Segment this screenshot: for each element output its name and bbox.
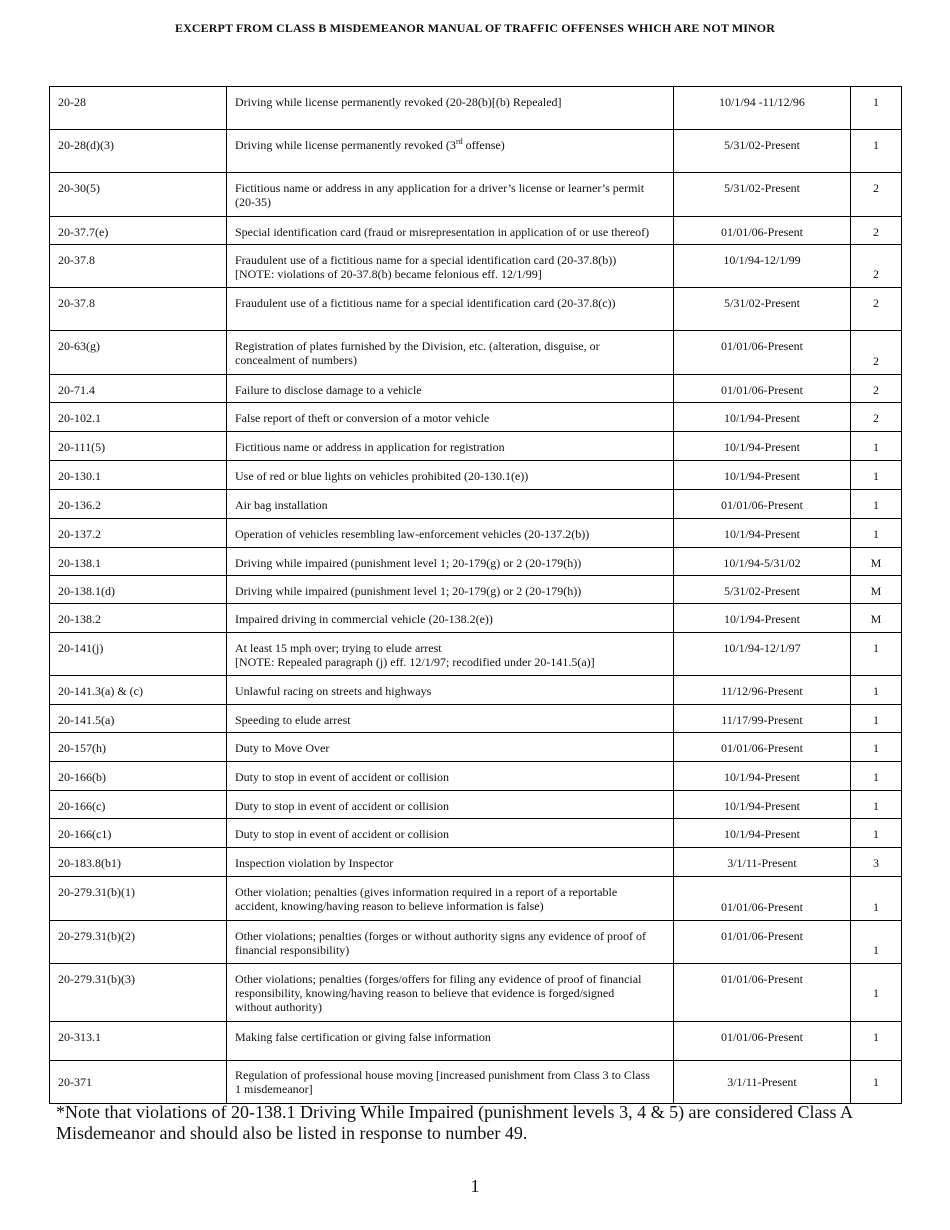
offense-class: 2 bbox=[851, 173, 902, 217]
statute-code: 20-138.1(d) bbox=[50, 576, 227, 604]
effective-dates: 01/01/06-Present bbox=[674, 490, 851, 519]
effective-dates: 01/01/06-Present bbox=[674, 921, 851, 964]
offense-description bbox=[227, 331, 674, 375]
table-row bbox=[50, 633, 902, 676]
description-line: Fraudulent use of a fictitious name for a special identification card (20-37.8(b)) bbox=[235, 253, 617, 267]
description-line: Regulation of professional house moving [increased punishment from Class 3 to Class bbox=[235, 1068, 650, 1082]
offense-class: 1 bbox=[851, 733, 902, 762]
statute-code: 20-102.1 bbox=[50, 403, 227, 432]
effective-dates: 01/01/06-Present bbox=[674, 1022, 851, 1061]
statute-code: 20-138.1 bbox=[50, 548, 227, 576]
statute-code: 20-279.31(b)(2) bbox=[50, 921, 227, 964]
table-row bbox=[50, 964, 902, 1022]
statute-code: 20-141.5(a) bbox=[50, 705, 227, 733]
statute-code: 20-71.4 bbox=[50, 375, 227, 403]
table-row bbox=[50, 877, 902, 921]
table-row bbox=[50, 87, 902, 130]
offense-description bbox=[227, 921, 674, 964]
table-row bbox=[50, 604, 902, 633]
offense-description bbox=[227, 403, 674, 432]
offense-description bbox=[227, 733, 674, 762]
statute-code: 20-111(5) bbox=[50, 432, 227, 461]
description-line: Fictitious name or address in application for registration bbox=[235, 440, 505, 454]
offense-description bbox=[227, 375, 674, 403]
effective-dates: 11/17/99-Present bbox=[674, 705, 851, 733]
offense-class: M bbox=[851, 576, 902, 604]
effective-dates: 01/01/06-Present bbox=[674, 331, 851, 375]
offense-class: 1 bbox=[851, 130, 902, 173]
description-line: Inspection violation by Inspector bbox=[235, 856, 394, 870]
description-line: Unlawful racing on streets and highways bbox=[235, 684, 432, 698]
description-line: Duty to stop in event of accident or collision bbox=[235, 799, 449, 813]
table-row bbox=[50, 676, 902, 705]
effective-dates: 10/1/94-12/1/97 bbox=[674, 633, 851, 676]
effective-dates: 01/01/06-Present bbox=[674, 375, 851, 403]
statute-code: 20-136.2 bbox=[50, 490, 227, 519]
description-line: Other violation; penalties (gives information required in a report of a reportable bbox=[235, 885, 618, 899]
table-row bbox=[50, 461, 902, 490]
offense-description bbox=[227, 87, 674, 130]
offense-description bbox=[227, 676, 674, 705]
offense-description bbox=[227, 576, 674, 604]
offense-class: 1 bbox=[851, 633, 902, 676]
offense-class: 2 bbox=[851, 245, 902, 288]
offense-description bbox=[227, 762, 674, 791]
description-line: Fictitious name or address in any application for a driver’s license or learner’s permit bbox=[235, 181, 645, 195]
offense-description bbox=[227, 490, 674, 519]
table-row bbox=[50, 819, 902, 848]
offense-description bbox=[227, 877, 674, 921]
description-line: accident, knowing/having reason to believe information is false) bbox=[235, 899, 544, 913]
statute-code: 20-166(c) bbox=[50, 791, 227, 819]
table-row bbox=[50, 519, 902, 548]
effective-dates: 01/01/06-Present bbox=[674, 964, 851, 1022]
statute-code: 20-166(c1) bbox=[50, 819, 227, 848]
offenses-table bbox=[49, 86, 902, 1104]
description-line: Other violations; penalties (forges or without authority signs any evidence of proof of bbox=[235, 929, 647, 943]
table-row bbox=[50, 217, 902, 245]
offense-description bbox=[227, 432, 674, 461]
effective-dates: 10/1/94-Present bbox=[674, 461, 851, 490]
offense-description bbox=[227, 1022, 674, 1061]
offense-description bbox=[227, 288, 674, 331]
description-line: Fraudulent use of a fictitious name for a special identification card (20-37.8(c)) bbox=[235, 296, 616, 310]
effective-dates: 11/12/96-Present bbox=[674, 676, 851, 705]
table-row bbox=[50, 921, 902, 964]
statute-code: 20-141(j) bbox=[50, 633, 227, 676]
table-row bbox=[50, 432, 902, 461]
table-row bbox=[50, 288, 902, 331]
description-line: Use of red or blue lights on vehicles prohibited (20-130.1(e)) bbox=[235, 469, 529, 483]
table-row bbox=[50, 490, 902, 519]
description-line: (20-35) bbox=[235, 195, 271, 209]
offense-description bbox=[227, 245, 674, 288]
page-number: 1 bbox=[470, 1176, 480, 1196]
effective-dates: 5/31/02-Present bbox=[674, 130, 851, 173]
table-row bbox=[50, 548, 902, 576]
effective-dates: 3/1/11-Present bbox=[674, 1061, 851, 1104]
offense-class: 1 bbox=[851, 1061, 902, 1104]
offense-class: 1 bbox=[851, 964, 902, 1022]
offense-description bbox=[227, 964, 674, 1022]
effective-dates: 3/1/11-Present bbox=[674, 848, 851, 877]
offense-description bbox=[227, 1061, 674, 1104]
effective-dates: 10/1/94 -11/12/96 bbox=[674, 87, 851, 130]
table-row bbox=[50, 762, 902, 791]
statute-code: 20-279.31(b)(3) bbox=[50, 964, 227, 1022]
offense-class: M bbox=[851, 548, 902, 576]
description-line: Driving while impaired (punishment level 1; 20-179(g) or 2 (20-179(h)) bbox=[235, 556, 582, 570]
offense-class: 2 bbox=[851, 375, 902, 403]
table-row bbox=[50, 245, 902, 288]
table-row bbox=[50, 848, 902, 877]
description-line: [NOTE: Repealed paragraph (j) eff. 12/1/97; recodified under 20-141.5(a)] bbox=[235, 655, 595, 669]
statute-code: 20-157(h) bbox=[50, 733, 227, 762]
description-line: Air bag installation bbox=[235, 498, 328, 512]
page-title: EXCERPT FROM CLASS B MISDEMEANOR MANUAL OF TRAFFIC OFFENSES WHICH ARE NOT MINOR bbox=[175, 21, 775, 35]
effective-dates: 10/1/94-Present bbox=[674, 791, 851, 819]
description-line: Duty to stop in event of accident or collision bbox=[235, 770, 449, 784]
description-line: Other violations; penalties (forges/offers for filing any evidence of proof of financial bbox=[235, 972, 642, 986]
offense-description bbox=[227, 548, 674, 576]
table-row bbox=[50, 403, 902, 432]
statute-code: 20-37.7(e) bbox=[50, 217, 227, 245]
description-line: Driving while impaired (punishment level 1; 20-179(g) or 2 (20-179(h)) bbox=[235, 584, 582, 598]
description-line: Impaired driving in commercial vehicle (20-138.2(e)) bbox=[235, 612, 493, 626]
description-line: without authority) bbox=[235, 1000, 322, 1014]
offense-class: 1 bbox=[851, 1022, 902, 1061]
offense-description bbox=[227, 848, 674, 877]
description-line: [NOTE: violations of 20-37.8(b) became felonious eff. 12/1/99] bbox=[235, 267, 542, 281]
statute-code: 20-371 bbox=[50, 1061, 227, 1104]
offense-class: 2 bbox=[851, 217, 902, 245]
description-line: Making false certification or giving false information bbox=[235, 1030, 491, 1044]
offense-class: 2 bbox=[851, 403, 902, 432]
offense-class: 1 bbox=[851, 705, 902, 733]
effective-dates: 5/31/02-Present bbox=[674, 576, 851, 604]
table-row bbox=[50, 375, 902, 403]
offense-class: 1 bbox=[851, 519, 902, 548]
description-line: Failure to disclose damage to a vehicle bbox=[235, 383, 422, 397]
description-line: False report of theft or conversion of a motor vehicle bbox=[235, 411, 490, 425]
offense-class: 1 bbox=[851, 819, 902, 848]
statute-code: 20-30(5) bbox=[50, 173, 227, 217]
table-row bbox=[50, 705, 902, 733]
offense-description: Driving while license permanently revoked (3rd offense) bbox=[227, 130, 674, 173]
effective-dates: 10/1/94-Present bbox=[674, 604, 851, 633]
offense-class: 1 bbox=[851, 921, 902, 964]
statute-code: 20-137.2 bbox=[50, 519, 227, 548]
offense-class: M bbox=[851, 604, 902, 633]
offense-description bbox=[227, 633, 674, 676]
table-row bbox=[50, 173, 902, 217]
effective-dates: 10/1/94-Present bbox=[674, 819, 851, 848]
offense-class: 1 bbox=[851, 461, 902, 490]
description-line: At least 15 mph over; trying to elude arrest bbox=[235, 641, 442, 655]
statute-code: 20-279.31(b)(1) bbox=[50, 877, 227, 921]
effective-dates: 5/31/02-Present bbox=[674, 288, 851, 331]
offense-description bbox=[227, 705, 674, 733]
effective-dates: 10/1/94-Present bbox=[674, 519, 851, 548]
offense-class: 1 bbox=[851, 87, 902, 130]
table-row bbox=[50, 791, 902, 819]
effective-dates: 10/1/94-Present bbox=[674, 762, 851, 791]
effective-dates: 10/1/94-Present bbox=[674, 432, 851, 461]
description-line: Duty to stop in event of accident or collision bbox=[235, 827, 449, 841]
statute-code: 20-37.8 bbox=[50, 288, 227, 331]
statute-code: 20-130.1 bbox=[50, 461, 227, 490]
offense-description bbox=[227, 604, 674, 633]
offense-class: 1 bbox=[851, 676, 902, 705]
description-line: Registration of plates furnished by the Division, etc. (alteration, disguise, or bbox=[235, 339, 600, 353]
table-row bbox=[50, 1022, 902, 1061]
description-line: Speeding to elude arrest bbox=[235, 713, 351, 727]
effective-dates: 10/1/94-5/31/02 bbox=[674, 548, 851, 576]
effective-dates: 10/1/94-Present bbox=[674, 403, 851, 432]
description-line: Special identification card (fraud or misrepresentation in application of or use thereof) bbox=[235, 225, 650, 239]
statute-code: 20-138.2 bbox=[50, 604, 227, 633]
effective-dates: 5/31/02-Present bbox=[674, 173, 851, 217]
offense-class: 1 bbox=[851, 791, 902, 819]
statute-code: 20-313.1 bbox=[50, 1022, 227, 1061]
statute-code: 20-166(b) bbox=[50, 762, 227, 791]
offense-description bbox=[227, 819, 674, 848]
offense-class: 1 bbox=[851, 432, 902, 461]
statute-code: 20-37.8 bbox=[50, 245, 227, 288]
offense-class: 2 bbox=[851, 288, 902, 331]
offense-class: 1 bbox=[851, 490, 902, 519]
description-line: Duty to Move Over bbox=[235, 741, 330, 755]
offense-class: 3 bbox=[851, 848, 902, 877]
description-line: financial responsibility) bbox=[235, 943, 350, 957]
description-line: 1 misdemeanor] bbox=[235, 1082, 313, 1096]
effective-dates: 01/01/06-Present bbox=[674, 217, 851, 245]
description-line: concealment of numbers) bbox=[235, 353, 357, 367]
offense-description bbox=[227, 217, 674, 245]
description-line: Driving while license permanently revoked (20-28(b)[(b) Repealed] bbox=[235, 95, 562, 109]
statute-code: 20-183.8(b1) bbox=[50, 848, 227, 877]
effective-dates: 10/1/94-12/1/99 bbox=[674, 245, 851, 288]
statute-code: 20-63(g) bbox=[50, 331, 227, 375]
description-line: responsibility, knowing/having reason to believe that evidence is forged/signed bbox=[235, 986, 615, 1000]
offense-description bbox=[227, 519, 674, 548]
description-line: Operation of vehicles resembling law-enforcement vehicles (20-137.2(b)) bbox=[235, 527, 590, 541]
statute-code: 20-28 bbox=[50, 87, 227, 130]
footnote: *Note that violations of 20-138.1 Driving While Impaired (punishment levels 3, 4 & 5) are considered Class A Misdemeanor and should also be listed in response to number 49. bbox=[56, 1102, 853, 1143]
offense-description bbox=[227, 461, 674, 490]
table-row bbox=[50, 130, 902, 173]
offense-description bbox=[227, 791, 674, 819]
table-row bbox=[50, 1061, 902, 1104]
table-row bbox=[50, 331, 902, 375]
statute-code: 20-141.3(a) & (c) bbox=[50, 676, 227, 705]
offense-class: 2 bbox=[851, 331, 902, 375]
table-row bbox=[50, 733, 902, 762]
effective-dates: 01/01/06-Present bbox=[674, 877, 851, 921]
effective-dates: 01/01/06-Present bbox=[674, 733, 851, 762]
table-row bbox=[50, 576, 902, 604]
statute-code: 20-28(d)(3) bbox=[50, 130, 227, 173]
offense-description bbox=[227, 173, 674, 217]
offense-class: 1 bbox=[851, 762, 902, 791]
offense-class: 1 bbox=[851, 877, 902, 921]
